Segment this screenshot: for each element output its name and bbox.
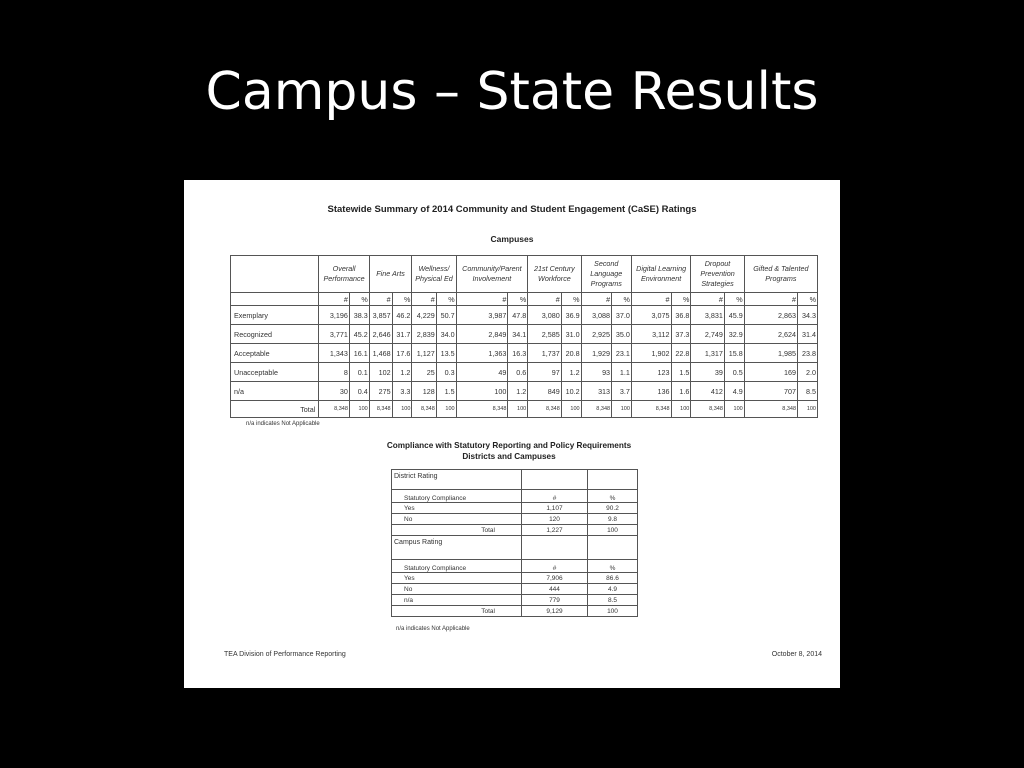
count-subheader: # — [691, 293, 725, 306]
total-cell: 100 — [561, 401, 581, 418]
compliance-total-percent: 100 — [588, 606, 638, 617]
table-cell: 3,831 — [691, 306, 725, 325]
section-label: Campuses — [490, 234, 534, 244]
statutory-compliance-label: Statutory Compliance — [392, 490, 522, 503]
table-cell: 37.3 — [671, 325, 691, 344]
table-cell: 8 — [319, 363, 349, 382]
total-cell: 100 — [349, 401, 369, 418]
total-row — [231, 401, 818, 418]
compliance-row — [392, 584, 638, 595]
blank-cell — [588, 536, 638, 560]
table-cell: 3,987 — [456, 306, 508, 325]
table-cell: 16.3 — [508, 344, 528, 363]
count-header: # — [522, 490, 588, 503]
district-rating-header-row — [392, 470, 638, 490]
table-cell: 22.8 — [671, 344, 691, 363]
table-cell: 3.3 — [392, 382, 412, 401]
table-cell: 136 — [631, 382, 671, 401]
total-cell: 8,348 — [691, 401, 725, 418]
compliance-count: 444 — [522, 584, 588, 595]
compliance-total-count: 1,227 — [522, 525, 588, 536]
total-cell: 100 — [798, 401, 818, 418]
column-header: Overall Performance — [319, 256, 369, 293]
table-cell: 123 — [631, 363, 671, 382]
table-cell: 34.1 — [508, 325, 528, 344]
compliance-total-row — [392, 525, 638, 536]
table-cell: 34.3 — [798, 306, 818, 325]
table-cell: 23.1 — [612, 344, 632, 363]
percent-subheader: % — [671, 293, 691, 306]
total-cell: 100 — [724, 401, 744, 418]
count-subheader: # — [631, 293, 671, 306]
table-cell: 0.5 — [724, 363, 744, 382]
campus-rating-header-row — [392, 536, 638, 560]
compliance-row-label: No — [392, 584, 522, 595]
table-cell: 38.3 — [349, 306, 369, 325]
count-subheader: # — [456, 293, 508, 306]
percent-subheader: % — [612, 293, 632, 306]
compliance-title — [184, 440, 834, 462]
table-cell: 2,749 — [691, 325, 725, 344]
compliance-row-label: No — [392, 514, 522, 525]
table-cell: 4,229 — [412, 306, 436, 325]
table-cell: 3,112 — [631, 325, 671, 344]
percent-subheader: % — [724, 293, 744, 306]
table-cell: 93 — [581, 363, 611, 382]
row-label: Exemplary — [231, 306, 319, 325]
table-cell: 707 — [744, 382, 797, 401]
table-row — [231, 363, 818, 382]
table-cell: 1,317 — [691, 344, 725, 363]
blank-cell — [522, 470, 588, 490]
table-cell: 45.9 — [724, 306, 744, 325]
total-cell: 100 — [392, 401, 412, 418]
campus-subheader-row — [392, 560, 638, 573]
table-cell: 169 — [744, 363, 797, 382]
percent-header: % — [588, 490, 638, 503]
table-cell: 31.7 — [392, 325, 412, 344]
statutory-compliance-label: Statutory Compliance — [392, 560, 522, 573]
table-cell: 36.9 — [561, 306, 581, 325]
compliance-row-label: n/a — [392, 595, 522, 606]
compliance-count: 120 — [522, 514, 588, 525]
compliance-total-label: Total — [392, 525, 522, 536]
table-cell: 0.4 — [349, 382, 369, 401]
table-cell: 849 — [528, 382, 562, 401]
compliance-row — [392, 595, 638, 606]
table-cell: 37.0 — [612, 306, 632, 325]
count-subheader: # — [369, 293, 392, 306]
table-cell: 1,902 — [631, 344, 671, 363]
table-cell: 0.6 — [508, 363, 528, 382]
table-cell: 25 — [412, 363, 436, 382]
row-label: Recognized — [231, 325, 319, 344]
na-note: n/a indicates Not Applicable — [246, 421, 320, 427]
total-cell: 8,348 — [319, 401, 349, 418]
table-cell: 313 — [581, 382, 611, 401]
table-cell: 102 — [369, 363, 392, 382]
table-cell: 39 — [691, 363, 725, 382]
compliance-percent: 90.2 — [588, 503, 638, 514]
table-cell: 1.5 — [436, 382, 456, 401]
compliance-title-line2: Districts and Campuses — [462, 452, 556, 461]
table-cell: 36.8 — [671, 306, 691, 325]
total-cell: 8,348 — [412, 401, 436, 418]
table-cell: 10.2 — [561, 382, 581, 401]
percent-subheader: % — [508, 293, 528, 306]
count-header: # — [522, 560, 588, 573]
column-header: Fine Arts — [369, 256, 412, 293]
compliance-row — [392, 503, 638, 514]
table-cell: 31.4 — [798, 325, 818, 344]
compliance-total-label: Total — [392, 606, 522, 617]
table-cell: 31.0 — [561, 325, 581, 344]
table-cell: 1,929 — [581, 344, 611, 363]
table-cell: 3,196 — [319, 306, 349, 325]
table-cell: 275 — [369, 382, 392, 401]
table-cell: 50.7 — [436, 306, 456, 325]
compliance-percent: 4.9 — [588, 584, 638, 595]
count-subheader: # — [319, 293, 349, 306]
column-header: Digital Learning Environment — [631, 256, 690, 293]
table-cell: 2,925 — [581, 325, 611, 344]
compliance-count: 779 — [522, 595, 588, 606]
row-label: Unacceptable — [231, 363, 319, 382]
total-cell: 8,348 — [631, 401, 671, 418]
row-label: n/a — [231, 382, 319, 401]
table-cell: 1.2 — [508, 382, 528, 401]
percent-subheader: % — [349, 293, 369, 306]
table-row — [231, 306, 818, 325]
compliance-total-count: 9,129 — [522, 606, 588, 617]
table-cell: 3.7 — [612, 382, 632, 401]
compliance-table — [391, 469, 638, 617]
percent-header: % — [588, 560, 638, 573]
table-cell: 1,363 — [456, 344, 508, 363]
compliance-percent: 86.6 — [588, 573, 638, 584]
percent-subheader: % — [436, 293, 456, 306]
table-cell: 1,468 — [369, 344, 392, 363]
table-cell: 412 — [691, 382, 725, 401]
table-cell: 4.9 — [724, 382, 744, 401]
total-cell: 8,348 — [369, 401, 392, 418]
total-cell: 100 — [671, 401, 691, 418]
slide-title: Campus – State Results — [205, 62, 819, 122]
table-cell: 2,646 — [369, 325, 392, 344]
column-header: Dropout Prevention Strategies — [691, 256, 744, 293]
corner-cell — [231, 256, 319, 293]
count-subheader: # — [581, 293, 611, 306]
total-cell: 100 — [508, 401, 528, 418]
table-cell: 3,088 — [581, 306, 611, 325]
compliance-title-line1: Compliance with Statutory Reporting and Policy Requirements — [386, 441, 632, 450]
total-cell: 8,348 — [528, 401, 562, 418]
table-cell: 2.0 — [798, 363, 818, 382]
column-header: 21st Century Workforce — [528, 256, 581, 293]
percent-subheader: % — [798, 293, 818, 306]
table-cell: 100 — [456, 382, 508, 401]
total-cell: 100 — [436, 401, 456, 418]
table-cell: 2,624 — [744, 325, 797, 344]
percent-subheader: % — [561, 293, 581, 306]
blank-cell — [588, 470, 638, 490]
table-cell: 34.0 — [436, 325, 456, 344]
table-cell: 47.8 — [508, 306, 528, 325]
table-cell: 3,771 — [319, 325, 349, 344]
table-cell: 2,849 — [456, 325, 508, 344]
total-cell: 8,348 — [581, 401, 611, 418]
percent-subheader: % — [392, 293, 412, 306]
table-cell: 15.8 — [724, 344, 744, 363]
table-cell: 1.2 — [392, 363, 412, 382]
district-rating-heading: District Rating — [392, 470, 522, 490]
table-cell: 45.2 — [349, 325, 369, 344]
district-subheader-row — [392, 490, 638, 503]
table-cell: 1.2 — [561, 363, 581, 382]
table-cell: 20.8 — [561, 344, 581, 363]
table-row — [231, 382, 818, 401]
table-cell: 1.6 — [671, 382, 691, 401]
compliance-na-note: n/a indicates Not Applicable — [396, 626, 470, 632]
table-cell: 32.9 — [724, 325, 744, 344]
table-cell: 2,839 — [412, 325, 436, 344]
table-cell: 97 — [528, 363, 562, 382]
table-cell: 46.2 — [392, 306, 412, 325]
count-subheader: # — [744, 293, 797, 306]
compliance-row — [392, 573, 638, 584]
table-cell: 49 — [456, 363, 508, 382]
subheader-row — [231, 293, 818, 306]
total-cell: 100 — [612, 401, 632, 418]
compliance-row — [392, 514, 638, 525]
compliance-row-label: Yes — [392, 573, 522, 584]
row-label: Acceptable — [231, 344, 319, 363]
table-cell: 3,857 — [369, 306, 392, 325]
table-cell: 1.5 — [671, 363, 691, 382]
subheader-blank — [231, 293, 319, 306]
table-row — [231, 325, 818, 344]
table-cell: 3,075 — [631, 306, 671, 325]
document-image — [184, 180, 840, 688]
column-header: Gifted & Talented Programs — [744, 256, 817, 293]
compliance-count: 7,906 — [522, 573, 588, 584]
footer-date: October 8, 2014 — [771, 651, 822, 658]
table-cell: 30 — [319, 382, 349, 401]
compliance-total-percent: 100 — [588, 525, 638, 536]
table-cell: 16.1 — [349, 344, 369, 363]
count-subheader: # — [412, 293, 436, 306]
compliance-percent: 9.8 — [588, 514, 638, 525]
blank-cell — [522, 536, 588, 560]
document-title: Statewide Summary of 2014 Community and Student Engagement (CaSE) Ratings — [327, 204, 697, 215]
column-header-row — [231, 256, 818, 293]
footer-source: TEA Division of Performance Reporting — [224, 651, 346, 658]
table-cell: 2,863 — [744, 306, 797, 325]
table-cell: 35.0 — [612, 325, 632, 344]
total-cell: 8,348 — [456, 401, 508, 418]
table-cell: 1,737 — [528, 344, 562, 363]
table-cell: 1,343 — [319, 344, 349, 363]
table-cell: 3,080 — [528, 306, 562, 325]
table-cell: 1,127 — [412, 344, 436, 363]
total-cell: 8,348 — [744, 401, 797, 418]
table-cell: 128 — [412, 382, 436, 401]
column-header: Wellness/ Physical Ed — [412, 256, 456, 293]
compliance-row-label: Yes — [392, 503, 522, 514]
compliance-total-row — [392, 606, 638, 617]
total-label: Total — [231, 401, 319, 418]
table-cell: 0.3 — [436, 363, 456, 382]
table-cell: 1.1 — [612, 363, 632, 382]
campus-rating-heading: Campus Rating — [392, 536, 522, 560]
table-cell: 8.5 — [798, 382, 818, 401]
table-cell: 17.6 — [392, 344, 412, 363]
count-subheader: # — [528, 293, 562, 306]
table-cell: 13.5 — [436, 344, 456, 363]
compliance-count: 1,107 — [522, 503, 588, 514]
table-cell: 1,985 — [744, 344, 797, 363]
compliance-percent: 8.5 — [588, 595, 638, 606]
column-header: Community/Parent Involvement — [456, 256, 528, 293]
table-cell: 23.8 — [798, 344, 818, 363]
table-row — [231, 344, 818, 363]
table-cell: 2,585 — [528, 325, 562, 344]
column-header: Second Language Programs — [581, 256, 631, 293]
table-cell: 0.1 — [349, 363, 369, 382]
ratings-table — [230, 255, 818, 418]
